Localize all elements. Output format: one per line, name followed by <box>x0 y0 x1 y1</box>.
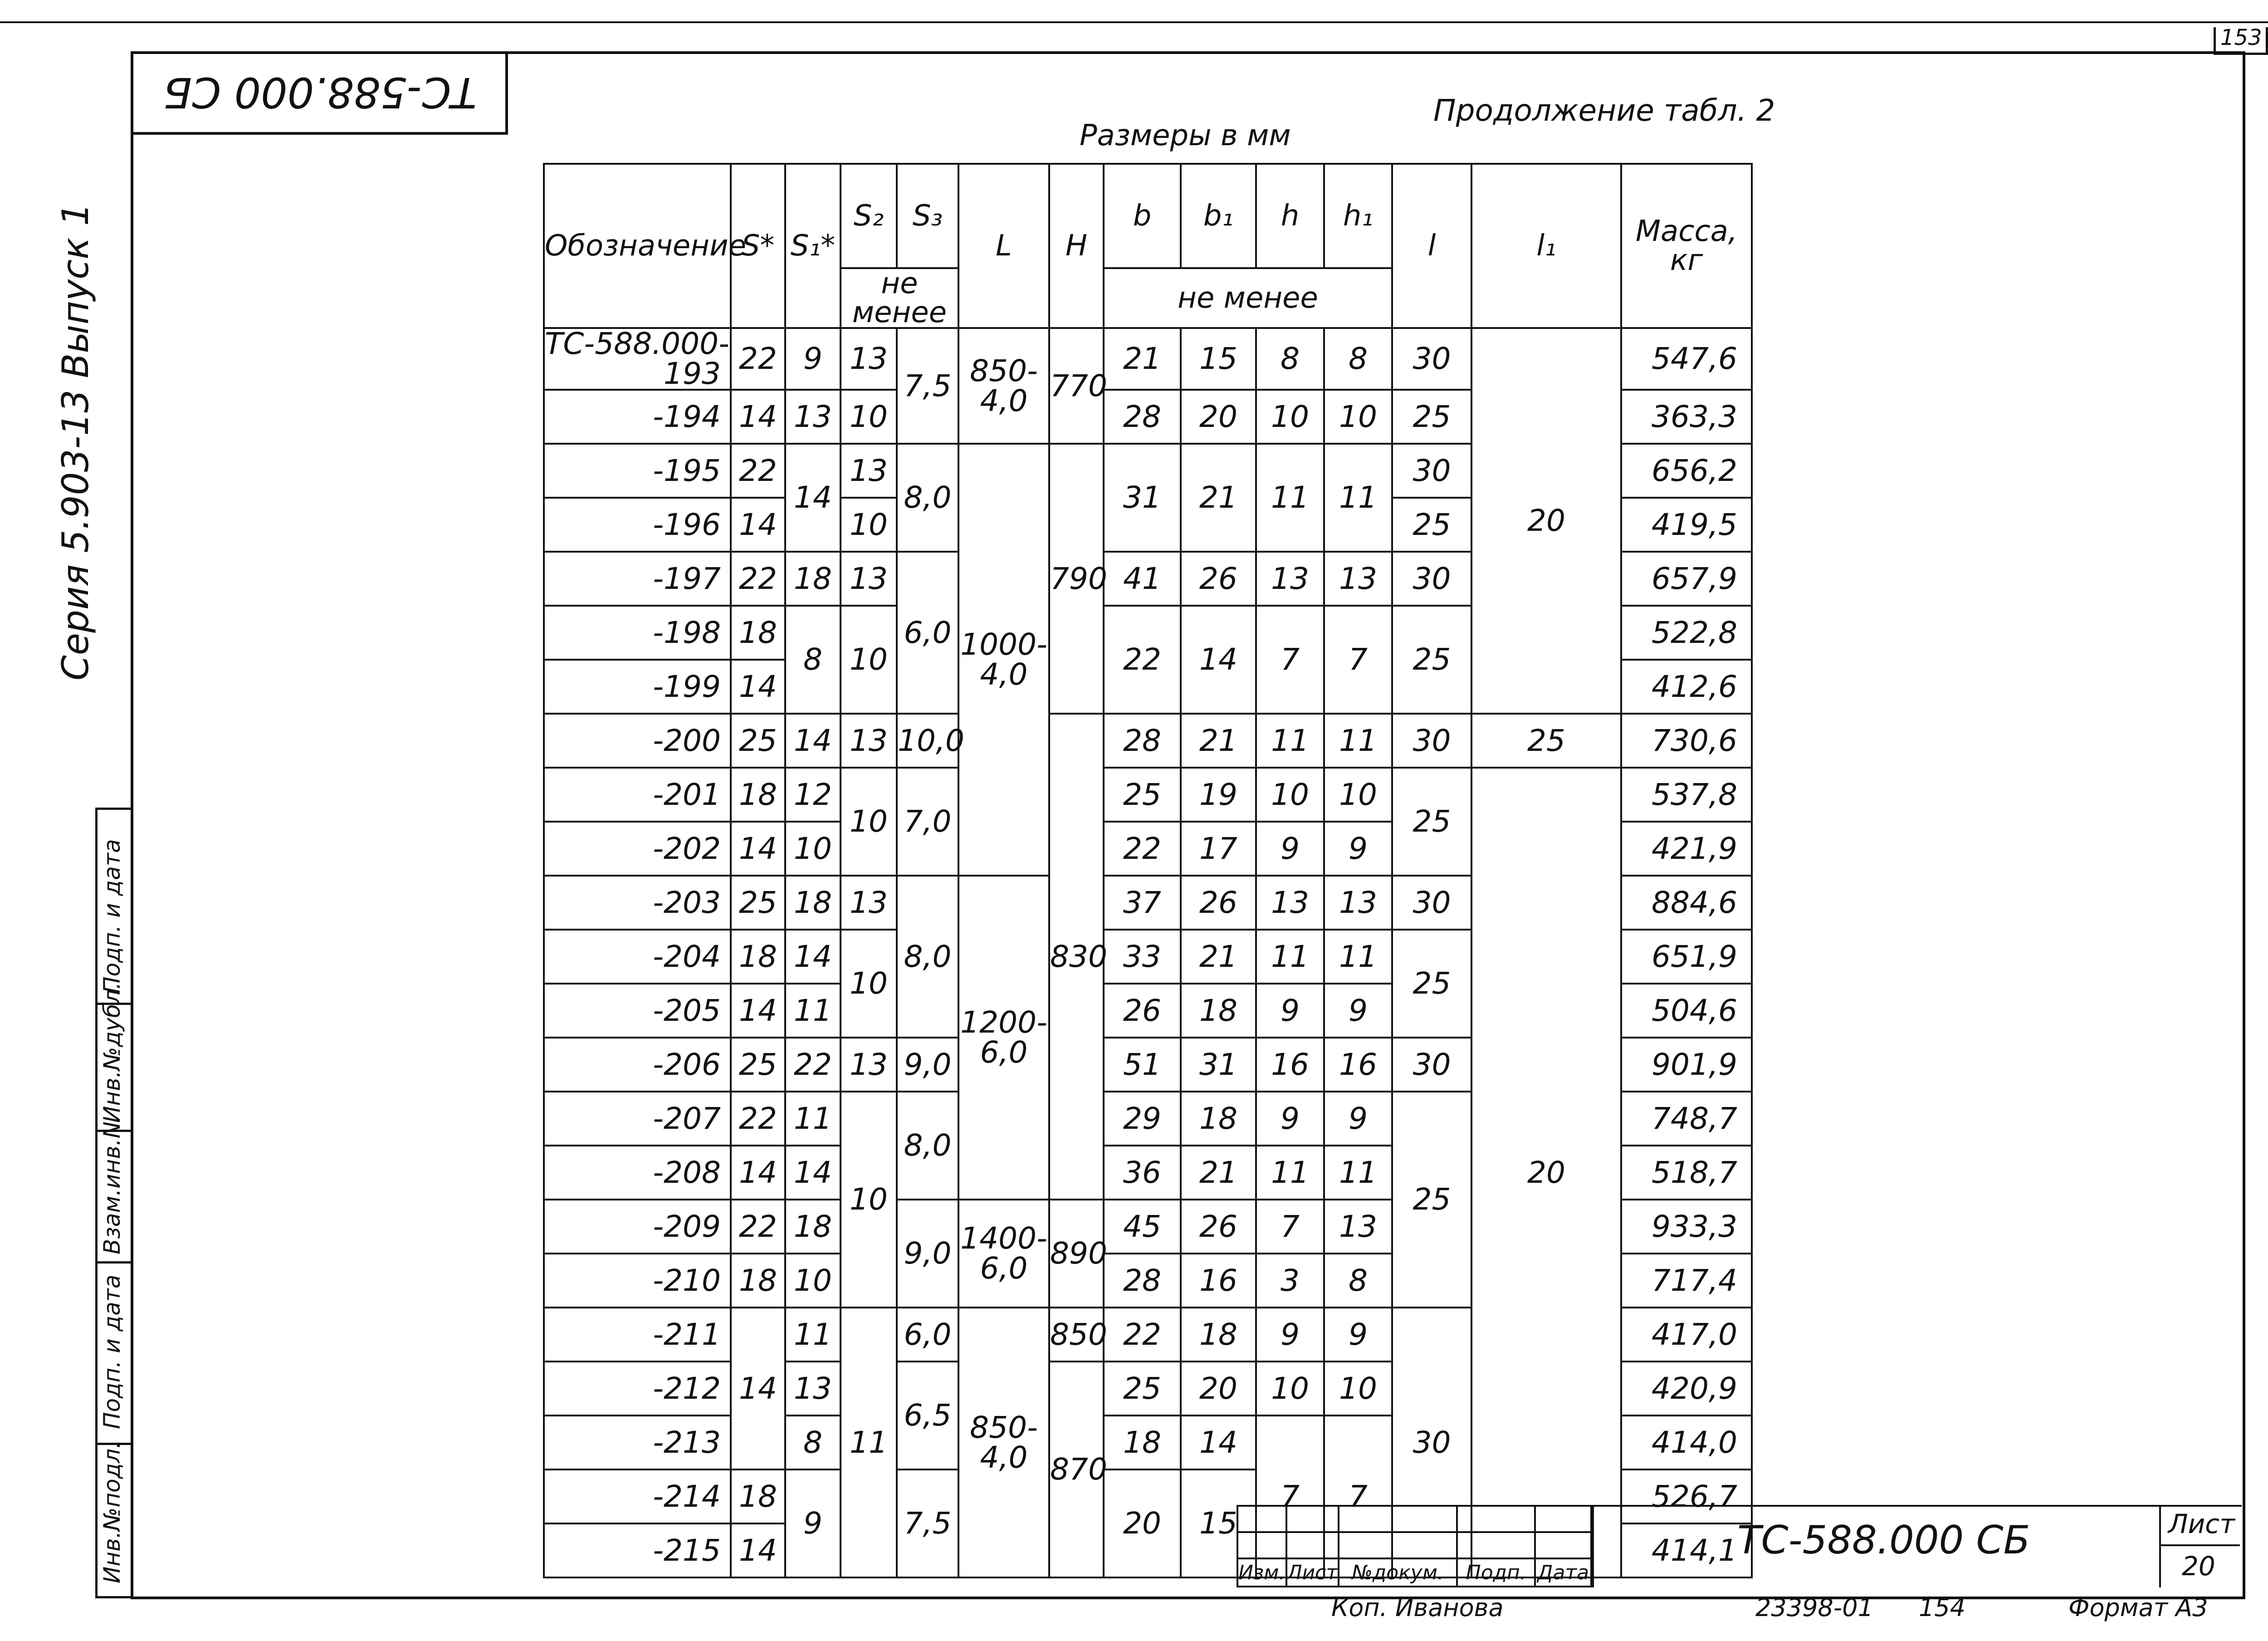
s3-cell: 6,0 <box>897 552 958 714</box>
s1-cell: 11 <box>785 1092 841 1146</box>
h1-cell: 16 <box>1324 1038 1392 1092</box>
designation-cell: -206 <box>544 1038 731 1092</box>
l-cell: 25 <box>1392 390 1471 444</box>
b-cell: 25 <box>1104 1362 1181 1416</box>
h1-cell: 10 <box>1324 1362 1392 1416</box>
h-cell: 11 <box>1256 714 1324 768</box>
s1-cell: 10 <box>785 1254 841 1308</box>
designation-cell: -195 <box>544 444 731 498</box>
H-cell: 830 <box>1049 714 1104 1200</box>
s3-cell: 8,0 <box>897 1092 958 1200</box>
h1-cell: 8 <box>1324 328 1392 390</box>
b-cell: 28 <box>1104 390 1181 444</box>
header-h: h <box>1256 164 1324 268</box>
mass-cell: 933,3 <box>1621 1200 1752 1254</box>
b-cell: 28 <box>1104 1254 1181 1308</box>
designation-cell: -204 <box>544 930 731 984</box>
designation-cell: -210 <box>544 1254 731 1308</box>
continuation-note: Продолжение табл. 2 <box>1433 93 1775 128</box>
s2-cell: 13 <box>841 444 897 498</box>
side-label-repl-inv: Взам.инв.N <box>99 1121 125 1254</box>
mass-cell: 717,4 <box>1621 1254 1752 1308</box>
l-cell: 30 <box>1392 552 1471 606</box>
s3-cell: 6,0 <box>897 1308 958 1362</box>
h-cell: 9 <box>1256 822 1324 876</box>
H-cell: 870 <box>1049 1362 1104 1577</box>
mass-cell: 420,9 <box>1621 1362 1752 1416</box>
side-label-sign-date-2: Подп. и дата <box>99 1274 125 1429</box>
b-cell: 28 <box>1104 714 1181 768</box>
b-cell: 37 <box>1104 876 1181 930</box>
sheet-box-divider <box>2159 1544 2240 1546</box>
h-cell: 9 <box>1256 1092 1324 1146</box>
designation-cell: -202 <box>544 822 731 876</box>
s3-cell: 9,0 <box>897 1038 958 1092</box>
h1-cell: 7 <box>1324 1416 1392 1577</box>
mass-cell: 657,9 <box>1621 552 1752 606</box>
h1-cell: 11 <box>1324 714 1392 768</box>
l-cell: 25 <box>1392 1092 1471 1308</box>
paper-format: Формат А3 <box>2068 1593 2208 1622</box>
sheet-number: 20 <box>2182 1551 2215 1582</box>
h-cell: 10 <box>1256 390 1324 444</box>
mass-cell: 547,6 <box>1621 328 1752 390</box>
s2-cell: 13 <box>841 552 897 606</box>
mass-cell: 522,8 <box>1621 606 1752 660</box>
side-label-dup-inv: Инв.№дубл. <box>99 982 125 1123</box>
h-cell: 9 <box>1256 1308 1324 1362</box>
s-cell: 22 <box>731 1200 785 1254</box>
table-row <box>544 328 1752 390</box>
designation-cell: -209 <box>544 1200 731 1254</box>
L-cell: 1200-6,0 <box>958 876 1049 1200</box>
mass-cell: 730,6 <box>1621 714 1752 768</box>
s-cell: 22 <box>731 444 785 498</box>
header-l1: l₁ <box>1471 164 1621 328</box>
L-cell: 1000-4,0 <box>958 444 1049 876</box>
h-cell: 7 <box>1256 1200 1324 1254</box>
sheet-label: Лист <box>2168 1509 2235 1539</box>
designation-cell: -199 <box>544 660 731 714</box>
s3-cell: 9,0 <box>897 1200 958 1308</box>
s2-cell: 13 <box>841 328 897 390</box>
b1-cell: 17 <box>1181 822 1256 876</box>
s1-cell: 14 <box>785 444 841 552</box>
h-cell: 9 <box>1256 984 1324 1038</box>
s1-cell: 11 <box>785 984 841 1038</box>
b1-cell: 26 <box>1181 552 1256 606</box>
s1-cell: 13 <box>785 390 841 444</box>
b-cell: 22 <box>1104 1308 1181 1362</box>
mass-cell: 518,7 <box>1621 1146 1752 1200</box>
mass-cell: 504,6 <box>1621 984 1752 1038</box>
b-cell: 51 <box>1104 1038 1181 1092</box>
header-not-less-b: не менее <box>1104 268 1392 328</box>
stamp-code: ТС-588.000 СБ <box>163 68 477 117</box>
h1-cell: 9 <box>1324 1308 1392 1362</box>
designation-cell: -196 <box>544 498 731 552</box>
l-cell: 25 <box>1392 930 1471 1038</box>
s-cell: 14 <box>731 984 785 1038</box>
header-mass: Масса, кг <box>1621 164 1752 328</box>
s3-cell: 7,5 <box>897 328 958 444</box>
series-label: Серия 5.903-13 Выпуск 1 <box>54 203 97 681</box>
s-cell: 14 <box>731 1308 785 1470</box>
designation-cell: ТС-588.000-193 <box>544 328 731 390</box>
b1-cell: 18 <box>1181 984 1256 1038</box>
l-cell: 30 <box>1392 1308 1471 1577</box>
H-cell: 890 <box>1049 1200 1104 1308</box>
mass-cell: 884,6 <box>1621 876 1752 930</box>
tb-col-date: Дата <box>1535 1558 1591 1587</box>
s-cell: 18 <box>731 930 785 984</box>
l-cell: 30 <box>1392 714 1471 768</box>
s-cell: 22 <box>731 552 785 606</box>
h-cell: 13 <box>1256 552 1324 606</box>
h1-cell: 11 <box>1324 1146 1392 1200</box>
l-cell: 30 <box>1392 328 1471 390</box>
s-cell: 14 <box>731 498 785 552</box>
designation-cell: -207 <box>544 1092 731 1146</box>
L-cell: 850-4,0 <box>958 1308 1049 1577</box>
b1-cell: 14 <box>1181 1416 1256 1470</box>
header-not-less-s: не менее <box>841 268 958 328</box>
header-designation: Обозначение <box>544 164 731 328</box>
designation-cell: -200 <box>544 714 731 768</box>
h-cell: 10 <box>1256 768 1324 822</box>
h1-cell: 9 <box>1324 822 1392 876</box>
s2-cell: 10 <box>841 390 897 444</box>
b1-cell: 26 <box>1181 1200 1256 1254</box>
designation-cell: -205 <box>544 984 731 1038</box>
h1-cell: 11 <box>1324 930 1392 984</box>
title-block-code: ТС-588.000 СБ <box>1737 1518 2030 1563</box>
mass-cell: 748,7 <box>1621 1092 1752 1146</box>
s1-cell: 18 <box>785 552 841 606</box>
b1-cell: 15 <box>1181 328 1256 390</box>
s1-cell: 22 <box>785 1038 841 1092</box>
b-cell: 41 <box>1104 552 1181 606</box>
l-cell: 30 <box>1392 1038 1471 1092</box>
designation-cell: -197 <box>544 552 731 606</box>
tb-col-sheet: Лист <box>1286 1558 1339 1587</box>
b1-cell: 15 <box>1181 1470 1256 1577</box>
side-stamp-divider <box>95 1261 131 1264</box>
b1-cell: 16 <box>1181 1254 1256 1308</box>
h1-cell: 10 <box>1324 768 1392 822</box>
h-cell: 11 <box>1256 1146 1324 1200</box>
mass-cell: 412,6 <box>1621 660 1752 714</box>
tb-col-docnum: №докум. <box>1339 1558 1457 1587</box>
s1-cell: 14 <box>785 1146 841 1200</box>
mass-cell: 421,9 <box>1621 822 1752 876</box>
b1-cell: 21 <box>1181 1146 1256 1200</box>
h-cell: 16 <box>1256 1038 1324 1092</box>
s2-cell: 10 <box>841 768 897 876</box>
top-border-line <box>0 21 2268 23</box>
s1-cell: 13 <box>785 1362 841 1416</box>
b-cell: 45 <box>1104 1200 1181 1254</box>
h-cell: 7 <box>1256 1416 1324 1577</box>
mass-cell: 419,5 <box>1621 498 1752 552</box>
units-note: Размеры в мм <box>1080 119 1291 152</box>
s3-cell: 7,0 <box>897 768 958 876</box>
s-cell: 25 <box>731 1038 785 1092</box>
s1-cell: 9 <box>785 1470 841 1577</box>
s2-cell: 13 <box>841 714 897 768</box>
mass-cell: 363,3 <box>1621 390 1752 444</box>
s1-cell: 10 <box>785 822 841 876</box>
table-row <box>544 768 1752 822</box>
header-s1: S₁* <box>785 164 841 328</box>
header-l: l <box>1392 164 1471 328</box>
s1-cell: 18 <box>785 1200 841 1254</box>
h1-cell: 13 <box>1324 876 1392 930</box>
b-cell: 20 <box>1104 1470 1181 1577</box>
h1-cell: 7 <box>1324 606 1392 714</box>
header-s: S* <box>731 164 785 328</box>
designation-cell: -194 <box>544 390 731 444</box>
h1-cell: 10 <box>1324 390 1392 444</box>
b1-cell: 31 <box>1181 1038 1256 1092</box>
l-cell: 30 <box>1392 444 1471 498</box>
table-row <box>544 714 1752 768</box>
h-cell: 3 <box>1256 1254 1324 1308</box>
s-cell: 25 <box>731 714 785 768</box>
s-cell: 14 <box>731 660 785 714</box>
b1-cell: 21 <box>1181 444 1256 552</box>
designation-cell: -215 <box>544 1523 731 1577</box>
s3-cell: 8,0 <box>897 876 958 1038</box>
s-cell: 25 <box>731 876 785 930</box>
h-cell: 11 <box>1256 930 1324 984</box>
s3-cell: 10,0 <box>897 714 958 768</box>
side-label-sign-date-1: Подп. и дата <box>99 839 125 994</box>
mass-cell: 414,0 <box>1621 1416 1752 1470</box>
s1-cell: 8 <box>785 606 841 714</box>
b1-cell: 18 <box>1181 1092 1256 1146</box>
l-cell: 30 <box>1392 876 1471 930</box>
s3-cell: 7,5 <box>897 1470 958 1577</box>
dimensions-table <box>543 163 1753 1578</box>
s1-cell: 14 <box>785 930 841 984</box>
s-cell: 14 <box>731 390 785 444</box>
designation-cell: -213 <box>544 1416 731 1470</box>
designation-cell: -214 <box>544 1470 731 1523</box>
s1-cell: 11 <box>785 1308 841 1362</box>
h1-cell: 9 <box>1324 984 1392 1038</box>
s-cell: 14 <box>731 1146 785 1200</box>
order-number: 23398-01 <box>1755 1593 1873 1622</box>
designation-cell: -208 <box>544 1146 731 1200</box>
designation-cell: -211 <box>544 1308 731 1362</box>
l-cell: 25 <box>1392 498 1471 552</box>
H-cell: 770 <box>1049 328 1104 444</box>
header-L: L <box>958 164 1049 328</box>
s1-cell: 18 <box>785 876 841 930</box>
b1-cell: 21 <box>1181 930 1256 984</box>
s3-cell: 8,0 <box>897 444 958 552</box>
h-cell: 11 <box>1256 444 1324 552</box>
s2-cell: 13 <box>841 876 897 930</box>
b-cell: 22 <box>1104 822 1181 876</box>
s2-cell: 10 <box>841 606 897 714</box>
mass-cell: 414,1 <box>1621 1523 1752 1577</box>
b1-cell: 20 <box>1181 390 1256 444</box>
designation-cell: -203 <box>544 876 731 930</box>
b1-cell: 19 <box>1181 768 1256 822</box>
mass-cell: 651,9 <box>1621 930 1752 984</box>
H-cell: 790 <box>1049 444 1104 714</box>
b1-cell: 21 <box>1181 714 1256 768</box>
b-cell: 22 <box>1104 606 1181 714</box>
h-cell: 8 <box>1256 328 1324 390</box>
b1-cell: 14 <box>1181 606 1256 714</box>
h1-cell: 8 <box>1324 1254 1392 1308</box>
b-cell: 18 <box>1104 1416 1181 1470</box>
s1-cell: 14 <box>785 714 841 768</box>
table-body <box>544 328 1752 1577</box>
l-cell: 25 <box>1392 768 1471 876</box>
s-cell: 18 <box>731 1254 785 1308</box>
side-label-orig-inv: Инв.№подл. <box>99 1441 125 1583</box>
order-page: 154 <box>1919 1593 1966 1622</box>
designation-cell: -212 <box>544 1362 731 1416</box>
mass-cell: 901,9 <box>1621 1038 1752 1092</box>
s2-cell: 10 <box>841 1092 897 1308</box>
s2-cell: 10 <box>841 930 897 1038</box>
s2-cell: 11 <box>841 1308 897 1577</box>
b1-cell: 20 <box>1181 1362 1256 1416</box>
L-cell: 1400-6,0 <box>958 1200 1049 1308</box>
l-cell: 25 <box>1392 606 1471 714</box>
h1-cell: 11 <box>1324 444 1392 552</box>
tb-col-sign: Подп. <box>1457 1558 1535 1587</box>
s-cell: 22 <box>731 1092 785 1146</box>
header-h1: h₁ <box>1324 164 1392 268</box>
h1-cell: 13 <box>1324 552 1392 606</box>
b1-cell: 18 <box>1181 1308 1256 1362</box>
b1-cell: 26 <box>1181 876 1256 930</box>
tb-col-change: Изм. <box>1237 1558 1286 1587</box>
b-cell: 29 <box>1104 1092 1181 1146</box>
s-cell: 18 <box>731 606 785 660</box>
s3-cell: 6,5 <box>897 1362 958 1470</box>
header-b1: b₁ <box>1181 164 1256 268</box>
s-cell: 14 <box>731 1523 785 1577</box>
header-H: H <box>1049 164 1104 328</box>
b-cell: 25 <box>1104 768 1181 822</box>
header-b: b <box>1104 164 1181 268</box>
h-cell: 13 <box>1256 876 1324 930</box>
mass-cell: 656,2 <box>1621 444 1752 498</box>
s2-cell: 13 <box>841 1038 897 1092</box>
title-block-grid <box>1237 1505 1592 1587</box>
b-cell: 31 <box>1104 444 1181 552</box>
b-cell: 21 <box>1104 328 1181 390</box>
b-cell: 36 <box>1104 1146 1181 1200</box>
s-cell: 14 <box>731 822 785 876</box>
header-s2: S₂ <box>841 164 897 268</box>
s-cell: 22 <box>731 328 785 390</box>
header-s3: S₃ <box>897 164 958 268</box>
s1-cell: 9 <box>785 328 841 390</box>
page-number: 153 <box>2220 25 2262 50</box>
mass-cell: 417,0 <box>1621 1308 1752 1362</box>
designation-cell: -201 <box>544 768 731 822</box>
s-cell: 18 <box>731 1470 785 1523</box>
b-cell: 33 <box>1104 930 1181 984</box>
l1-cell: 20 <box>1471 768 1621 1577</box>
h-cell: 10 <box>1256 1362 1324 1416</box>
designation-cell: -198 <box>544 606 731 660</box>
copied-by: Коп. Иванова <box>1331 1593 1504 1622</box>
s-cell: 18 <box>731 768 785 822</box>
h1-cell: 9 <box>1324 1092 1392 1146</box>
s1-cell: 8 <box>785 1416 841 1470</box>
s1-cell: 12 <box>785 768 841 822</box>
l1-cell: 20 <box>1471 328 1621 714</box>
b-cell: 26 <box>1104 984 1181 1038</box>
l1-cell: 25 <box>1471 714 1621 768</box>
h1-cell: 13 <box>1324 1200 1392 1254</box>
s2-cell: 10 <box>841 498 897 552</box>
mass-cell: 526,7 <box>1621 1470 1752 1523</box>
mass-cell: 537,8 <box>1621 768 1752 822</box>
H-cell: 850 <box>1049 1308 1104 1362</box>
h-cell: 7 <box>1256 606 1324 714</box>
L-cell: 850-4,0 <box>958 328 1049 444</box>
